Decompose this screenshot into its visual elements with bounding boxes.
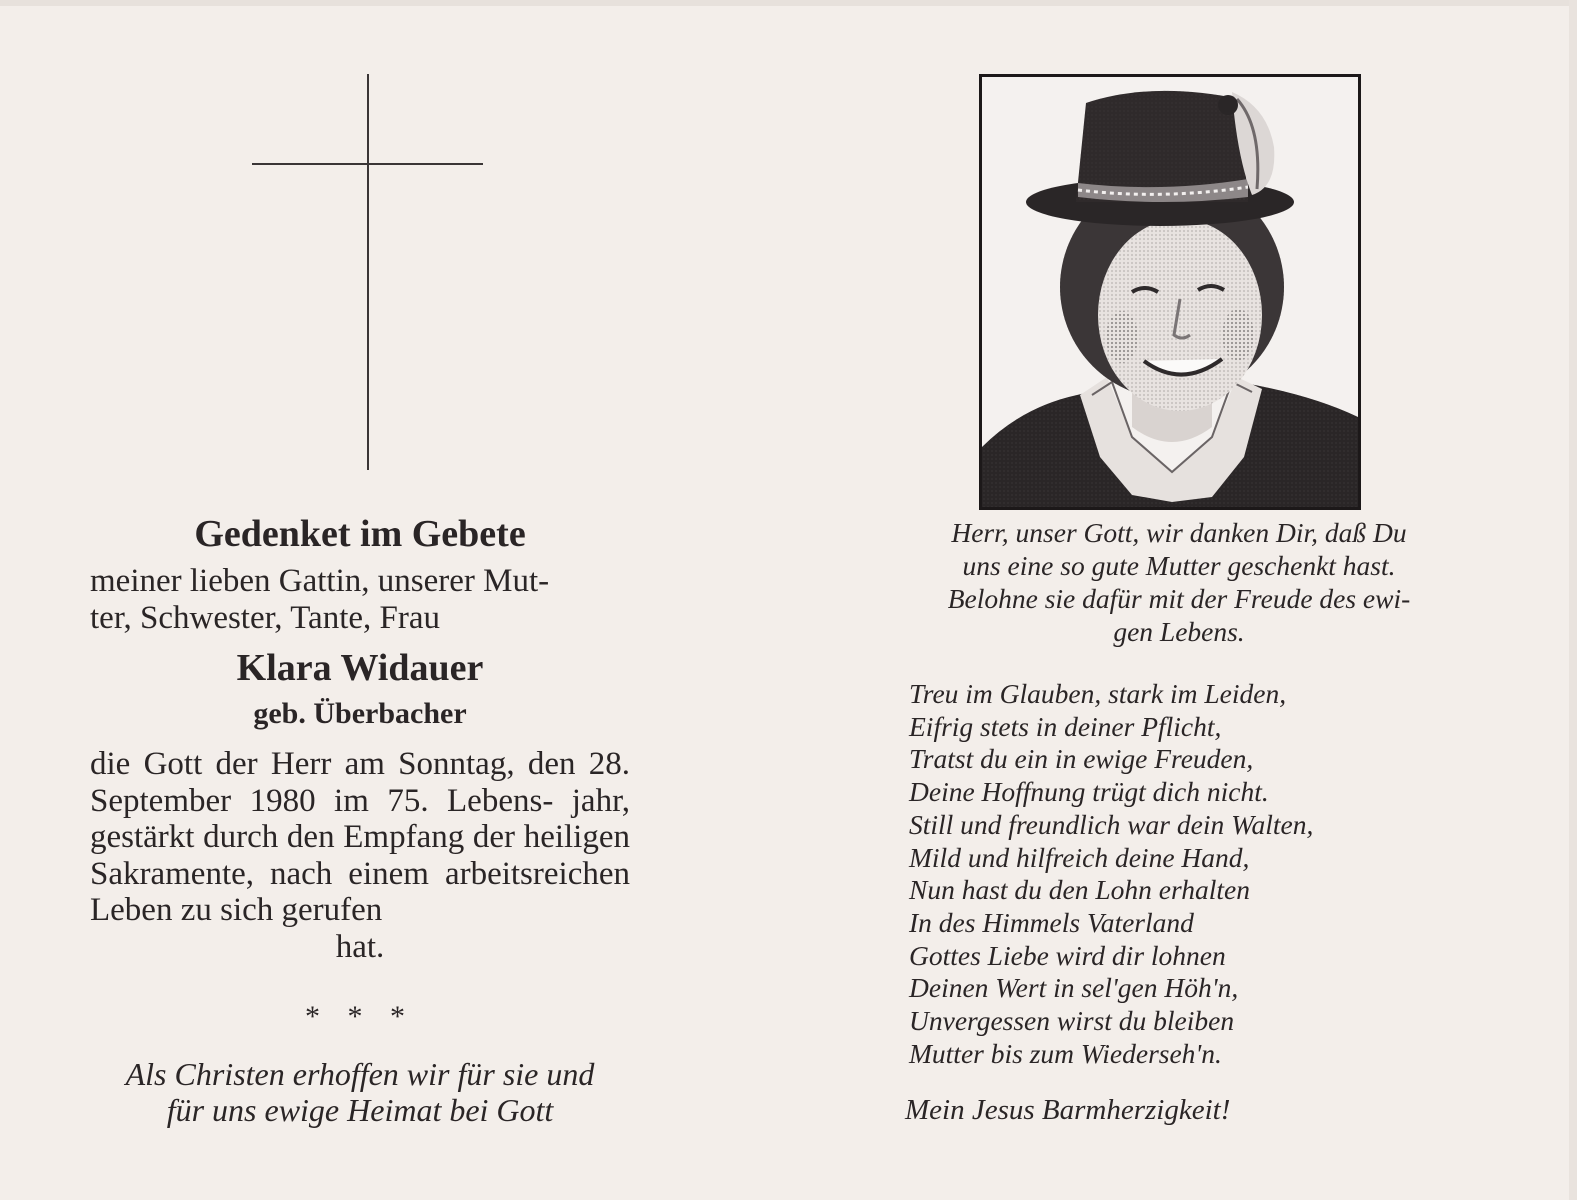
cross-vertical-bar <box>367 74 369 470</box>
poem-line: Tratst du ein in ewige Freuden, <box>909 743 1254 775</box>
poem-line: Deine Hoffnung trügt dich nicht. <box>909 776 1269 808</box>
poem-line: Still und freundlich war dein Walten, <box>909 808 1314 840</box>
closing-line: für uns ewige Heimat bei Gott <box>166 1092 554 1128</box>
intro-line: meiner lieben Gattin, unserer Mut- <box>90 563 550 599</box>
final-invocation: Mein Jesus Barmherzigkeit! <box>905 1094 1231 1126</box>
poem-line: Mild und hilfreich deine Hand, <box>909 841 1250 873</box>
death-notice-text <box>90 746 630 966</box>
portrait-photo <box>979 74 1361 510</box>
notice-line: die Gott der Herr am Sonntag, den <box>90 746 589 782</box>
prayer-text <box>905 516 1453 648</box>
card-edge-right <box>1569 0 1577 1200</box>
portrait-illustration <box>982 77 1358 507</box>
poem-line: Unvergessen wirst du bleiben <box>909 1005 1235 1037</box>
poem <box>905 678 1457 1070</box>
intro-line: ter, Schwester, Tante, Frau <box>90 600 440 636</box>
closing-text <box>90 1056 630 1128</box>
poem-line: Eifrig stets in deiner Pflicht, <box>909 710 1222 742</box>
poem-line: Deinen Wert in sel'gen Höh'n, <box>909 972 1239 1004</box>
birth-name: geb. Überbacher <box>253 697 467 730</box>
poem-line: Gottes Liebe wird dir lohnen <box>909 939 1226 971</box>
notice-line: arbeitsreichen Leben zu sich gerufen <box>90 855 630 929</box>
notice-line: hat. <box>335 928 385 965</box>
heading: Gedenket im Gebete <box>194 513 526 555</box>
deceased-name: Klara Widauer <box>236 647 484 689</box>
poem-line: Treu im Glauben, stark im Leiden, <box>909 678 1287 709</box>
cross-horizontal-bar <box>252 163 483 165</box>
prayer-line: uns eine so gute Mutter geschenkt hast. <box>962 550 1396 581</box>
notice-line: der heiligen Sakramente, nach einem <box>90 819 630 892</box>
closing-line: Als Christen erhoffen wir für sie und <box>125 1056 595 1092</box>
notice-line: 28. September 1980 im 75. Lebens- <box>90 746 630 819</box>
prayer-line: gen Lebens. <box>1113 616 1245 647</box>
prayer-line: Belohne sie dafür mit der Freude des ewi- <box>947 583 1411 614</box>
notice-line: jahr, gestärkt durch den Empfang <box>90 782 630 856</box>
poem-line: Nun hast du den Lohn erhalten <box>909 874 1250 906</box>
separator-stars: * * * <box>305 1000 415 1033</box>
intro-text <box>90 563 630 637</box>
prayer-line: Herr, unser Gott, wir danken Dir, daß Du <box>951 517 1407 548</box>
poem-line: In des Himmels Vaterland <box>909 906 1194 938</box>
card-edge-top <box>0 0 1577 6</box>
poem-line: Mutter bis zum Wiederseh'n. <box>909 1037 1222 1069</box>
